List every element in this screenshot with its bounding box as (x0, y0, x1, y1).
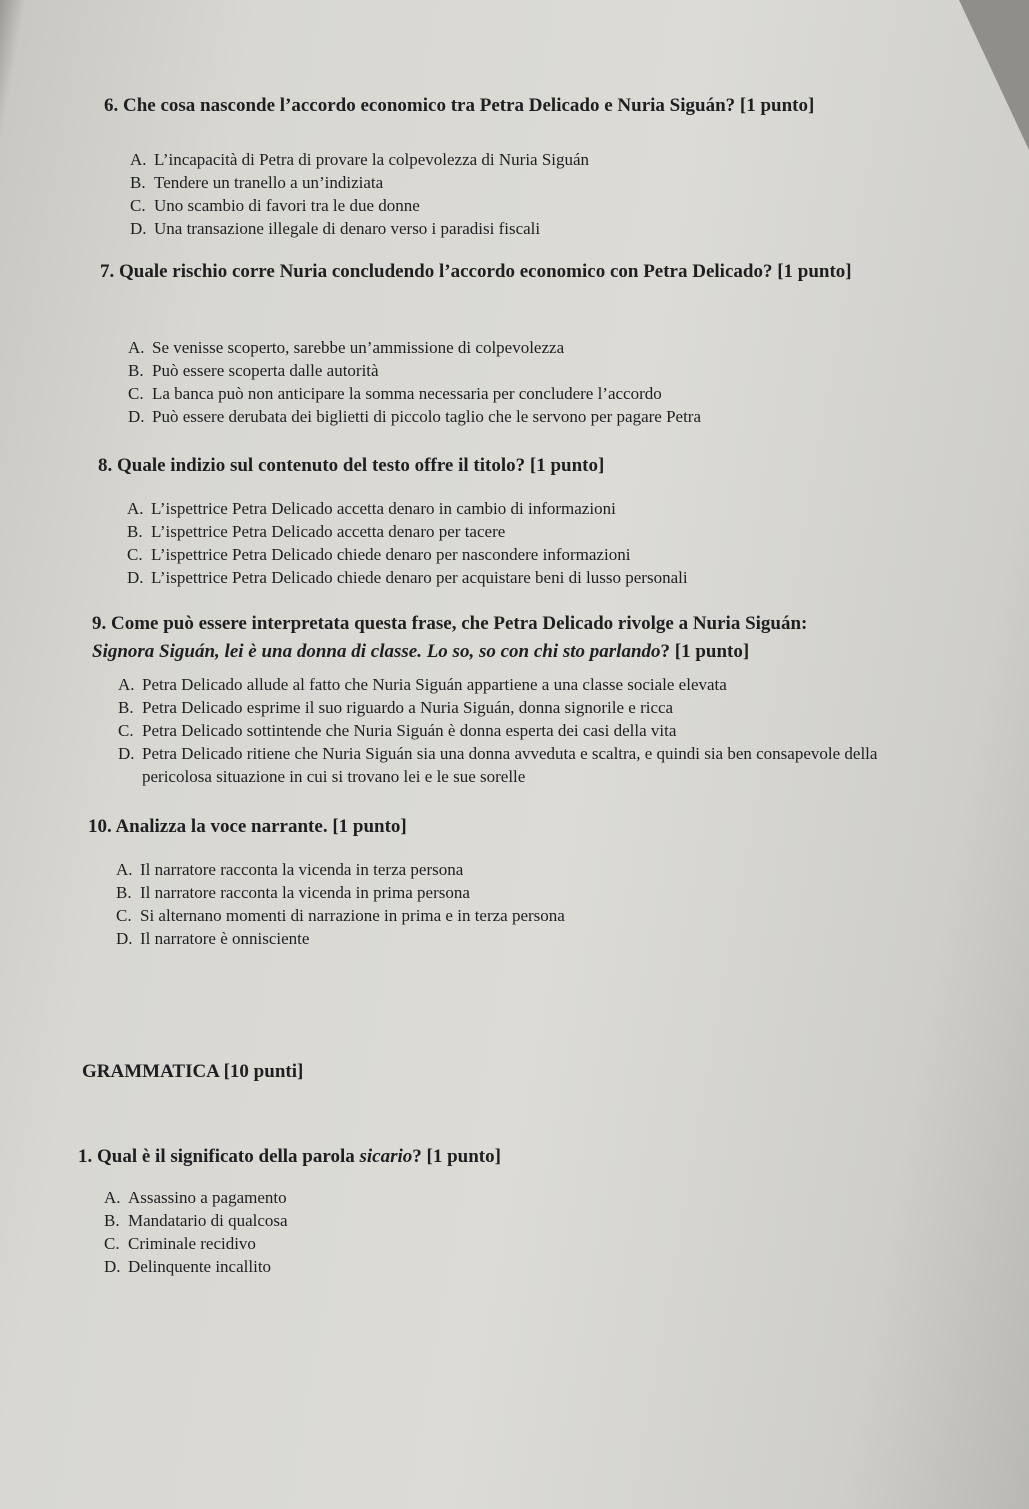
option: D. L’ispettrice Petra Delicado chiede denaro per acquistare beni di lusso personali (127, 568, 688, 587)
option: D. Può essere derubata dei biglietti di piccolo taglio che le servono per pagare Petra (128, 407, 701, 426)
question-9-text: 9. Come può essere interpretata questa frase, che Petra Delicado rivolge a Nuria Siguán: (92, 613, 808, 634)
question-6-options (130, 148, 890, 240)
option: C. La banca può non anticipare la somma necessaria per concludere l’accordo (128, 384, 662, 403)
option: B. Il narratore racconta la vicenda in prima persona (116, 883, 470, 902)
option: D. Petra Delicado ritiene che Nuria Siguán sia una donna avveduta e scaltra, e quindi sia ben consapevole della pericolosa situazione in cui si trovano lei e le sue sorelle (118, 744, 878, 786)
grammar-question-1-points: ? [1 punto] (412, 1146, 501, 1167)
question-6: 6. Che cosa nasconde l’accordo economico tra Petra Delicado e Nuria Siguán? [1 punto] (104, 95, 815, 116)
option: A. L’ispettrice Petra Delicado accetta denaro in cambio di informazioni (127, 499, 616, 518)
question-10: 10. Analizza la voce narrante. [1 punto] (88, 816, 407, 837)
question-10-options (116, 858, 816, 950)
section-heading-grammar: GRAMMATICA [10 punti] (82, 1061, 304, 1082)
option: A. L’incapacità di Petra di provare la colpevolezza di Nuria Siguán (130, 150, 590, 169)
grammar-question-1-prefix: 1. Qual è il significato della parola (78, 1146, 360, 1167)
option: D. Una transazione illegale di denaro verso i paradisi fiscali (130, 219, 541, 238)
option: B. L’ispettrice Petra Delicado accetta denaro per tacere (127, 522, 506, 541)
option: A. Assassino a pagamento (104, 1188, 287, 1207)
question-9-points: ? [1 punto] (660, 641, 750, 662)
option: B. Mandatario di qualcosa (104, 1211, 288, 1230)
question-7-options (128, 336, 928, 428)
option: D. Il narratore è onnisciente (116, 929, 310, 948)
question-9 (92, 610, 972, 666)
option: A. Petra Delicado allude al fatto che Nuria Siguán appartiene a una classe sociale elevata (118, 675, 727, 694)
option: C. L’ispettrice Petra Delicado chiede denaro per nascondere informazioni (127, 545, 631, 564)
option: C. Uno scambio di favori tra le due donne (130, 196, 420, 215)
option: C. Si alternano momenti di narrazione in prima e in terza persona (116, 906, 565, 925)
option: B. Può essere scoperta dalle autorità (128, 361, 379, 380)
option: C. Criminale recidivo (104, 1234, 256, 1253)
question-7: 7. Quale rischio corre Nuria concludendo l’accordo economico con Petra Delicado? [1 punto] (100, 261, 852, 282)
grammar-question-1-word: sicario (359, 1146, 413, 1167)
question-9-quote: Signora Siguán, lei è una donna di classe. Lo so, so con chi sto parlando (92, 641, 661, 662)
question-9-options (118, 673, 958, 788)
grammar-question-1-options (104, 1186, 604, 1278)
question-8-options (127, 497, 947, 589)
option: A. Il narratore racconta la vicenda in terza persona (116, 860, 464, 879)
option: B. Petra Delicado esprime il suo riguardo a Nuria Siguán, donna signorile e ricca (118, 698, 674, 717)
question-9-quote-line (92, 638, 972, 666)
question-8: 8. Quale indizio sul contenuto del testo offre il titolo? [1 punto] (98, 455, 605, 476)
option: B. Tendere un tranello a un’indiziata (130, 173, 384, 192)
grammar-question-1 (78, 1143, 778, 1171)
option: D. Delinquente incallito (104, 1257, 272, 1276)
option: C. Petra Delicado sottintende che Nuria Siguán è donna esperta dei casi della vita (118, 721, 677, 740)
option: A. Se venisse scoperto, sarebbe un’ammissione di colpevolezza (128, 338, 565, 357)
